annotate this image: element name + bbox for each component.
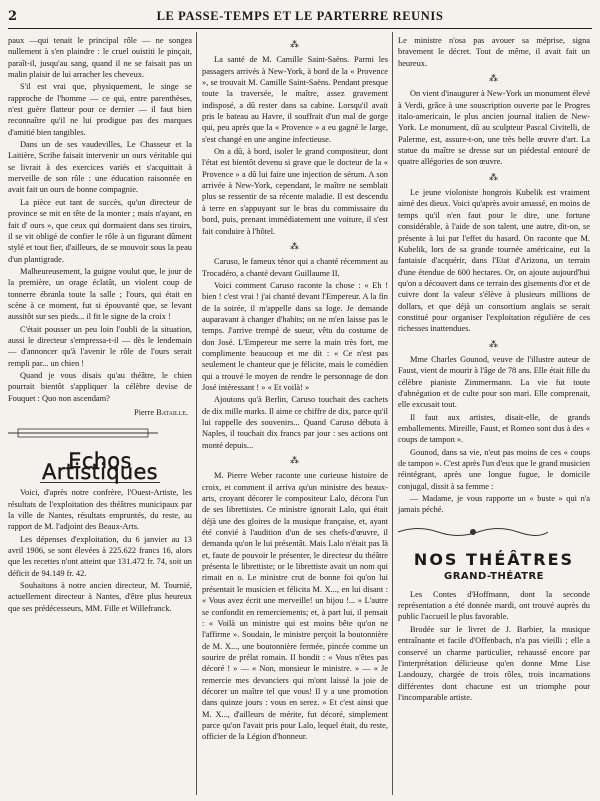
article-paragraph: Il faut aux artistes, disait-elle, de grands emballements. Mireille, Faust, et Romeo sont dus à des « coups de tampon ». bbox=[398, 412, 590, 445]
column-3 bbox=[398, 35, 590, 704]
article-paragraph: Souhaitons à notre ancien directeur, M. Tournié, actuellement directeur à Nantes, d'être plus heureux que ses prédécesseurs, MM. Fille et Willefranck. bbox=[8, 581, 192, 613]
article-paragraph: Mme Charles Gounod, veuve de l'illustre auteur de Faust, vient de mourir à l'âge de 78 ans. Elle était fille du célèbre pianiste Zimmermann. La vie fut toute d'abnégation et de culte pour son mari. Elle comprenait, elle excusait tout. bbox=[398, 354, 590, 410]
article-paragraph: La santé de M. Camille Saint-Saëns. Parmi les passagers arrivés à New-York, à bord de la « Provence », se trouvait M. Camille Saint-Saëns. Pendant presque toute la traversée, le maître, assez gravement indisposé, a dû rester dans sa cabine. Lorsqu'il avait pris le bateau au Havre, il souffrait d'un mal de gorge qui, peu après que la « Provence » a eu gagné le large, s'est changé en une angine infectieuse. bbox=[202, 55, 388, 144]
column-1 bbox=[8, 35, 192, 615]
article-paragraph: Ajoutons qu'à Berlin, Caruso touchait des cachets de dix mille marks. Il aime ce chiffre de dix, parce qu'il lui rappelle des souvenirs... Quand Caruso débuta à Naples, il touchait dix francs par jour : ses actions ont monté depuis... bbox=[202, 395, 388, 450]
article-paragraph: Quand je vous disais qu'au théâtre, le chien pourrait bientôt s'appliquer la célèbre devise de Fouquet : Quo non ascendam? bbox=[8, 370, 192, 403]
section-title-theatres: NOS THÉÂTRES bbox=[413, 550, 575, 570]
column-2 bbox=[202, 35, 388, 744]
article-paragraph: On a dû, à bord, isoler le grand compositeur, dont l'état est bientôt devenu si grave que le docteur de la « Provence » a dû lui faire une injection de sérum. A son arrivée à New-York, cependant, le maître ne semblait plus se ressentir de sa récente maladie. Il est descendu à terre en s'appuyant sur le bras du commissaire du bord, puis, prenant immédiatement une voiture, il s'est fait conduire à l'hôtel. bbox=[202, 147, 388, 236]
article-paragraph: Brodée sur le livret de J. Barbier, la musique entraînante et facile d'Offenbach, n'a pas vieilli ; elle a conservé un charme particulier, rehaussé encore par l'interprétation délicieuse qu'en donne Mme Lise Landouzy, chargée de trois rôles, trois incarnations différentes dont chacune est un triomphe pour l'incomparable artiste. bbox=[398, 624, 590, 702]
article-paragraph: S'il est vrai que, physiquement, le singe se rapproche de l'homme — ce qui, entre parenthèses, n'est guère flatteur pour ce dernier — il faut bien reconnaître qu'il ne lui prodigue pas des marques d'amitié bien tangibles. bbox=[8, 82, 192, 137]
newspaper-title: LE PASSE-TEMPS ET LE PARTERRE REUNIS bbox=[156, 8, 444, 23]
article-paragraph: Dans un de ses vaudevilles, Le Chasseur et la Laitière, Scribe faisait intervenir un ours véritable qui se livrait à des exercices variés et s'acquittait à merveille de son rôle : une éducation raisonnée en avait fait un ours de bonne compagnie. bbox=[8, 140, 192, 195]
page-number: 2 bbox=[8, 8, 18, 24]
article-paragraph: paux —qui tenait le principal rôle — ne songea nullement à s'en plaindre : le cruel ouistiti le pinçait, paraît-il, jusqu'au sang, quand il ne se faisait pas un malin plaisir de lui arracher les cheveux. bbox=[8, 36, 192, 80]
article-paragraph: — Madame, je vous rapporte un « buste » qui n'a jamais péché. bbox=[398, 494, 590, 515]
article-paragraph: Les Contes d'Hoffmann, dont la seconde représentation a été donnée mardi, ont trouvé auprès du public l'accueil le plus favorable. bbox=[398, 589, 590, 622]
article-paragraph: Malheureusement, la guigne voulut que, le jour de la première, un orage éclatât, un violent coup de tonnerre ébranla toute la salle ; l'ours, qui était en scène à ce moment, fut si épouvanté que, se levant aussitôt sur ses pieds... il fit le signe de la croix ! bbox=[8, 266, 192, 322]
column-divider bbox=[196, 32, 197, 795]
star-separator: ⁂ bbox=[290, 455, 300, 466]
article-paragraph: La pièce eut tant de succès, qu'un directeur de province se mit en tête de la monter ; mais n'ayant, en fait d' ours », que ceux qui dormaient dans ses tiroirs, il se vit obligé de confier le rôle à un figurant dûment stylé et tout fier, d'ailleurs, de se mouvoir sous la peau d'un plantigrade. bbox=[8, 197, 192, 264]
ornament-divider bbox=[8, 426, 158, 440]
article-paragraph: M. Pierre Weber raconte une curieuse histoire de croix, et comment il arriva qu'un ministre des beaux-arts, croyant décorer le compositeur Lalo, décora l'un de ses librettistes. Ce ministre ignorait Lalo, qui était déjà une des gloires de la musique française, et, ayant été convié à l'audition d'un de ses chefs-d'œuvre, il demanda qu'on le lui présentât. Mais Lalo n'était pas là et, faute de pouvoir le présenter, le directeur du théâtre présenta le librettiste; or le librettiste avait un nom qui rimait en o. Le ministre crut de bonne foi qu'on lui présentait le musicien et félicita M. X..., en lui disant : « Vous avez écrit une merveille! un bijou !... » L'autre se confondit en remerciements; et, à part lui, il pensait : « Voilà un ministre qui est moins bête qu'on ne l'affirme ». Soudain, le ministre perçoit la boutonnière de M. X..., une boutonnière fermée, pincée comme un sourire de prélat romain. Il bondit : « Vous n'êtes pas décoré ! » — « Non, monsieur le ministre. » — « Je remercie mes devanciers qui m'ont laissé la joie de décorer un maître tel que vous! Il y a une promotion dans quinze jours : vous en serez. » Et c'est ainsi que M. X..., d'ailleurs de mérite, fut décoré, simplement parce qu'on l'avait pris pour Lalo, lequel était, du reste, officier de la Légion d'honneur. bbox=[202, 471, 388, 742]
article-paragraph: C'était pousser un peu loin l'oubli de la situation, aussi le directeur s'empressa-t-il — dès le lendemain — d'annoncer qu'à l'avenir le rôle de l'ours serait rempli par... un chien ! bbox=[8, 324, 192, 368]
page-header bbox=[8, 6, 592, 26]
sub-title-grand-theatre: GRAND-THÉATRE bbox=[443, 571, 545, 583]
author-signature: Pierre Bataille. bbox=[134, 408, 188, 417]
article-paragraph: Voici comment Caruso raconte la chose : « Eh ! bien ! c'est vrai ! j'ai chanté devant l'Empereur. A la fin de la soirée, il m'appelle dans sa loge. Je demande auparavant à changer d'habits; on ne m'en laisse pas le temps. J'arrive trempé de sueur, vêtu du costume de don José. L'Empereur me serre la main très fort, me complimente beaucoup et me dit : « Ce n'est pas seulement le chanteur que je félicite, mais le comédien qui a trouvé le moyen de rendre le personnage de don José intéressant ! » « Et voilà! » bbox=[202, 280, 388, 392]
article-paragraph: Le jeune violoniste hongrois Kubelik est vraiment aimé des dieux. Voici qu'après avoir amassé, en moins de temps qu'il n'en faut pour le dire, une fortune considérable, à l'aide de son talent, une autre, dit-on, se présente à lui par l'effet du hasard. On raconte que M. Kubelik, lors de sa grande tournée américaine, eut la fantaisie d'acquérir, dans l'Etat d'Arizona, un terrain d'une étendue de 600 hectares. Or, on ajoute aujourd'hui qu'on a découvert dans ce terrain des gisements d'or et de cuivre dont la valeur s'élève à plusieurs millions de dollars, et que déjà un consortium anglais se serait constitué pour organiser l'exploitation régulière de ces richesses inattendues. bbox=[398, 188, 590, 334]
article-paragraph: Voici, d'après notre confrère, l'Ouest-Artiste, les résultats de l'exploitation des théâtres municipaux par la ville de Nantes, résultats empruntés, du reste, au rapport de M. l'adjoint des Beaux-Arts. bbox=[8, 488, 192, 532]
article-paragraph: Gounod, dans sa vie, n'eut pas moins de ces « coups de tampon ». C'est après l'un d'eux que le grand musicien réintégrant, après une longue fugue, le domicile conjugal, dissit à sa femme : bbox=[398, 447, 590, 491]
column-divider bbox=[392, 32, 393, 795]
star-separator: ⁂ bbox=[489, 73, 499, 84]
header-rule bbox=[8, 28, 592, 29]
star-separator: ⁂ bbox=[489, 338, 499, 349]
ornament-divider bbox=[398, 525, 548, 539]
star-separator: ⁂ bbox=[290, 240, 300, 251]
article-paragraph: On vient d'inaugurer à New-York un monument élevé à Verdi, grâce à une souscription ouverte par le Progres italo-americain, le plus ancien journal italien de New-York. Le monument, dû au sculpteur Pascal Civitelli, de Palerme, est, assure-t-on, une très belle œuvre d'art. La statue du maître se dresse sur un piédestal entouré de quatre allégories de son œuvre. bbox=[398, 89, 590, 167]
star-separator: ⁂ bbox=[290, 39, 300, 49]
article-paragraph: Les dépenses d'exploitation, du 6 janvier au 13 avril 1906, se sont élevées à 225.622 francs 16, alors que les recettes n'ont atteint que 131.472 fr. 74, soit un déficit de 94.149 fr. 42. bbox=[8, 534, 192, 578]
star-separator: ⁂ bbox=[489, 171, 499, 182]
article-paragraph: Le ministre n'osa pas avouer sa méprise, signa bravement le décret. Tout de même, il avait fait un heureux. bbox=[398, 36, 590, 68]
article-paragraph: Caruso, le fameux ténor qui a chanté récemment au Trocadéro, a chanté devant Guillaume II. bbox=[202, 257, 388, 278]
section-title-echos: Echos Artistiques bbox=[42, 448, 158, 485]
